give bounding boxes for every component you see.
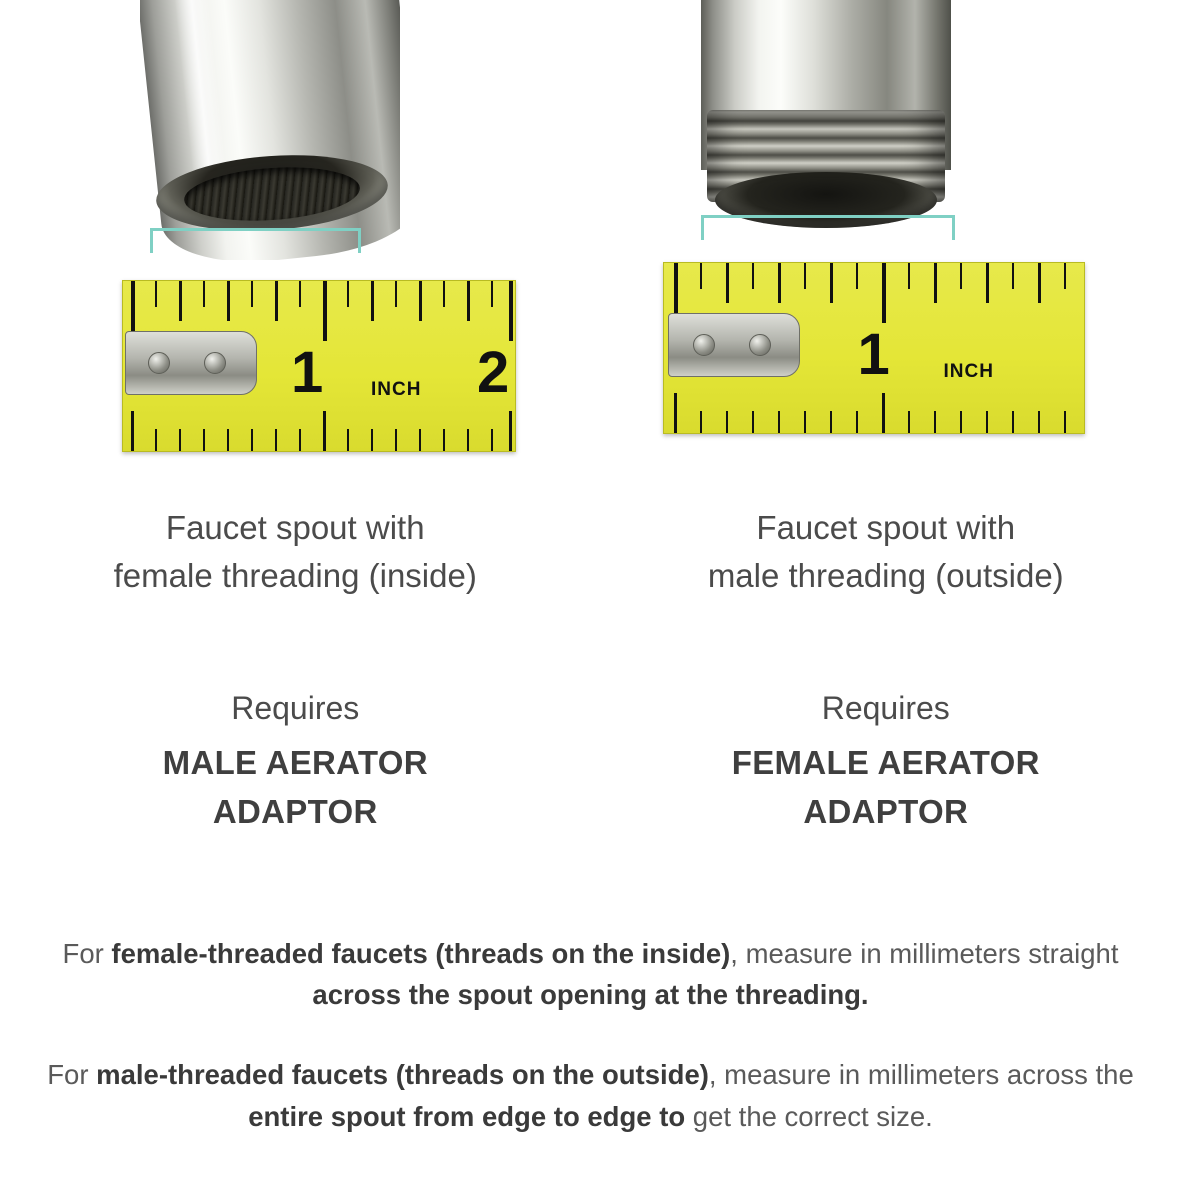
caption-female-line1: Faucet spout with (165, 509, 425, 546)
spout-image-female (140, 0, 400, 260)
ruler-number-1: 1 (857, 322, 890, 387)
measurement-bracket-male (701, 215, 955, 240)
tape-measure-hook (125, 331, 257, 395)
requires-male-threaded (591, 684, 1181, 837)
requires-female-threaded (0, 684, 591, 837)
caption-female-line2: female threading (inside) (113, 556, 477, 594)
note-female-threaded: For female-threaded faucets (threads on the inside), measure in millimeters straight across the spout opening at the threading. (62, 937, 1119, 1011)
tape-measure-female (122, 280, 516, 452)
ruler-number-1: 1 (291, 340, 324, 405)
column-female-threaded (0, 0, 591, 831)
ruler-unit-label: INCH (371, 379, 422, 400)
tape-measure-hook (668, 313, 800, 377)
adaptor-right-line1: FEMALE AERATOR (731, 743, 1040, 781)
caption-male-threaded (591, 504, 1181, 600)
caption-female-threaded (0, 504, 591, 600)
note-male-threaded: For male-threaded faucets (threads on the outside), measure in millimeters across the entire spout from edge to edge to get the correct size. (47, 1059, 1134, 1132)
requires-label-left: Requires (231, 689, 360, 726)
ruler-number-2: 2 (477, 340, 510, 405)
caption-male-line2: male threading (outside) (707, 556, 1064, 594)
measurement-bracket-female (150, 228, 361, 253)
requires-label-right: Requires (821, 689, 950, 726)
measuring-instructions (0, 905, 1181, 1176)
photo-female-threaded-spout (0, 0, 591, 460)
caption-male-line1: Faucet spout with (756, 509, 1016, 546)
ruler-unit-label: INCH (943, 361, 994, 382)
photo-male-threaded-spout (591, 0, 1181, 460)
tape-measure-male (663, 262, 1085, 434)
adaptor-right-line2: ADAPTOR (803, 793, 969, 831)
adaptor-left-line2: ADAPTOR (212, 793, 378, 831)
column-male-threaded (591, 0, 1181, 831)
adaptor-left-line1: MALE AERATOR (162, 743, 428, 781)
